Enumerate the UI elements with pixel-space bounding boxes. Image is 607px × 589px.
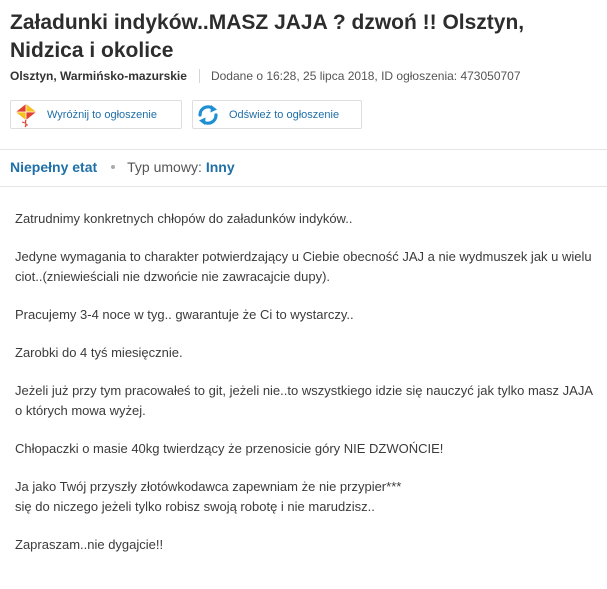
description-paragraph: Ja jako Twój przyszły złotówkodawca zapewniam że nie przypier*** się do niczego jeżeli tylko robisz swoją robotę i nie marudzisz.. bbox=[15, 479, 402, 514]
contract-label: Typ umowy: bbox=[127, 159, 202, 175]
job-details bbox=[10, 159, 235, 175]
refresh-ad-label: Odśwież to ogłoszenie bbox=[229, 108, 340, 121]
kite-icon bbox=[11, 101, 41, 129]
description-paragraph: Pracujemy 3-4 noce w tyg.. gwarantuje że Ci to wystarczy.. bbox=[15, 307, 354, 322]
location[interactable]: Olsztyn, Warmińsko-mazurskie bbox=[10, 69, 187, 83]
refresh-ad-button[interactable] bbox=[192, 100, 362, 129]
added-info: Dodane o 16:28, 25 lipca 2018, ID ogłoszenia: 473050707 bbox=[210, 69, 521, 83]
divider bbox=[0, 149, 607, 150]
description-paragraph: Jeżeli już przy tym pracowałeś to git, jeżeli nie..to wszystkiego idzie się nauczyć jak tylko masz JAJA o których mowa wyżej. bbox=[15, 383, 593, 418]
divider bbox=[0, 186, 607, 187]
bullet-separator bbox=[111, 165, 115, 169]
highlight-ad-button[interactable] bbox=[10, 100, 182, 129]
work-time[interactable]: Niepełny etat bbox=[10, 159, 98, 175]
meta-separator bbox=[199, 69, 200, 83]
highlight-ad-label: Wyróżnij to ogłoszenie bbox=[47, 108, 157, 121]
ad-title: Załadunki indyków..MASZ JAJA ? dzwoń !! Olsztyn, Nidzica i okolice bbox=[10, 11, 525, 62]
ad-meta bbox=[10, 69, 521, 83]
contract-value[interactable]: Inny bbox=[205, 159, 235, 175]
description-paragraph: Chłopaczki o masie 40kg twierdzący że przenosicie góry NIE DZWOŃCIE! bbox=[15, 441, 444, 456]
ad-description bbox=[15, 209, 595, 573]
description-paragraph: Jedyne wymagania to charakter potwierdzający u Ciebie obecność JAJ a nie wydmuszek jak u wielu ciot..(zniewieściali nie dzwońcie nie zawracajcie dupy). bbox=[15, 249, 592, 284]
description-paragraph: Zarobki do 4 tyś miesięcznie. bbox=[15, 345, 183, 360]
description-paragraph: Zatrudnimy konkretnych chłopów do załadunków indyków.. bbox=[15, 211, 353, 226]
description-paragraph: Zapraszam..nie dygajcie!! bbox=[15, 537, 164, 552]
refresh-icon bbox=[193, 101, 223, 129]
